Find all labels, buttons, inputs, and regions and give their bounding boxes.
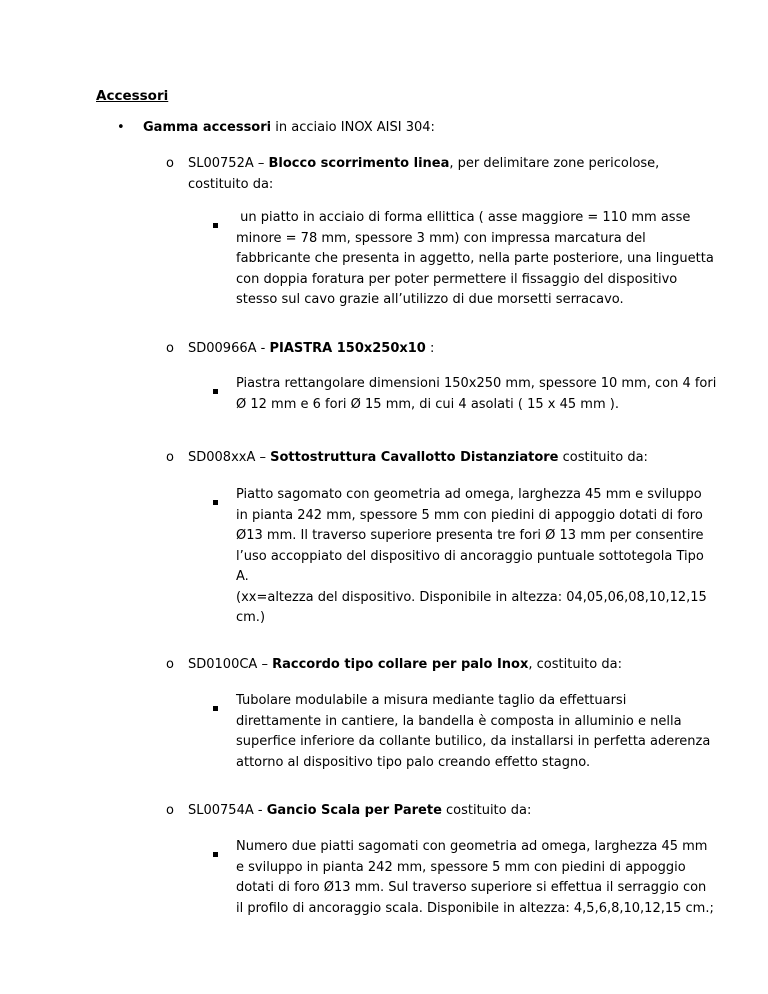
- item-description: [236, 485, 707, 629]
- desc-line: dotati di foro Ø13 mm. Sul traverso superiore si effettua il serraggio con: [236, 880, 707, 895]
- desc-line: A.: [236, 569, 249, 584]
- item-rest: costituito da:: [558, 450, 648, 465]
- desc-line: direttamente in cantiere, la bandella è composta in alluminio e nella: [236, 713, 682, 729]
- gamma-rest: in acciaio INOX AISI 304:: [271, 120, 435, 135]
- item-description: [236, 208, 714, 311]
- desc-line: cm.): [236, 610, 266, 625]
- gamma-line: [143, 118, 435, 138]
- circle-bullet-icon: o: [166, 657, 174, 672]
- desc-line: superfice inferiore da collante butilico, da installarsi in perfetta aderenza: [236, 734, 711, 749]
- desc-line: stesso sul cavo grazie all’utilizzo di due morsetti serracavo.: [236, 292, 624, 307]
- item-code: SD008xxA –: [188, 450, 271, 465]
- desc-line: (xx=altezza del dispositivo. Disponibile in altezza: 04,05,06,08,10,12,15: [236, 589, 707, 605]
- item-title: [188, 448, 648, 468]
- item-title: [188, 655, 622, 675]
- item-code: SD0100CA –: [188, 657, 273, 672]
- item-description: [236, 374, 716, 415]
- item-name: Gancio Scala per Parete: [266, 803, 442, 818]
- desc-line: Ø 12 mm e 6 fori Ø 15 mm, di cui 4 asolati ( 15 x 45 mm ).: [236, 396, 619, 412]
- desc-line: con doppia foratura per poter permettere il fissaggio del dispositivo: [236, 271, 678, 287]
- item-code: SL00752A –: [188, 156, 269, 171]
- desc-line: Numero due piatti sagomati con geometria ad omega, larghezza 45 mm: [236, 839, 708, 854]
- item-title: [188, 801, 531, 821]
- desc-line: fabbricante che presenta in aggetto, nella parte posteriore, una linguetta: [236, 251, 714, 266]
- circle-bullet-icon: o: [166, 450, 174, 465]
- desc-line: il profilo di ancoraggio scala. Disponibile in altezza: 4,5,6,8,10,12,15 cm.;: [236, 900, 714, 916]
- item-name: Blocco scorrimento linea: [268, 156, 450, 171]
- desc-line: Ø13 mm. Il traverso superiore presenta tre fori Ø 13 mm per consentire: [236, 528, 704, 543]
- desc-line: attorno al dispositivo tipo palo creando effetto stagno.: [236, 754, 591, 770]
- bullet-dot-icon: •: [117, 120, 125, 135]
- circle-bullet-icon: o: [166, 156, 174, 171]
- desc-line: l’uso accoppiato del dispositivo di ancoraggio puntuale sottotegola Tipo: [236, 548, 704, 564]
- desc-line: e sviluppo in pianta 242 mm, spessore 5 mm con piedini di appoggio: [236, 859, 686, 875]
- item-name: Raccordo tipo collare per palo Inox: [272, 657, 529, 672]
- gamma-bold: Gamma accessori: [143, 120, 272, 135]
- item-name: Sottostruttura Cavallotto Distanziatore: [270, 450, 559, 465]
- square-bullet-icon: [213, 494, 218, 509]
- desc-line: Piastra rettangolare dimensioni 150x250 mm, spessore 10 mm, con 4 fori: [236, 376, 717, 391]
- desc-line: un piatto in acciaio di forma ellittica ( asse maggiore = 110 mm asse: [236, 210, 691, 225]
- item-title: [188, 154, 659, 174]
- item-title-line2: costituito da:: [188, 177, 274, 192]
- circle-bullet-icon: o: [166, 803, 174, 818]
- section-heading: Accessori: [96, 88, 169, 104]
- desc-line: Piatto sagomato con geometria ad omega, larghezza 45 mm e sviluppo: [236, 487, 702, 502]
- square-bullet-icon: [213, 846, 218, 861]
- item-code: SD00966A -: [188, 341, 270, 356]
- item-rest: costituito da:: [441, 803, 532, 818]
- circle-bullet-icon: o: [166, 341, 174, 356]
- desc-line: Tubolare modulabile a misura mediante taglio da effettuarsi: [236, 693, 627, 708]
- item-description: [236, 837, 714, 919]
- item-name: PIASTRA 150x250x10: [269, 341, 426, 356]
- square-bullet-icon: [213, 383, 218, 398]
- item-rest: , per delimitare zone pericolose,: [449, 156, 660, 171]
- item-code: SL00754A -: [188, 803, 267, 818]
- item-rest: , costituito da:: [528, 657, 622, 672]
- desc-line: in pianta 242 mm, spessore 5 mm con piedini di appoggio dotati di foro: [236, 507, 703, 523]
- desc-line: minore = 78 mm, spessore 3 mm) con impressa marcatura del: [236, 230, 646, 246]
- item-description: [236, 691, 710, 773]
- item-rest: :: [425, 341, 435, 356]
- square-bullet-icon: [213, 700, 218, 715]
- square-bullet-icon: [213, 217, 218, 232]
- item-title: [188, 339, 434, 359]
